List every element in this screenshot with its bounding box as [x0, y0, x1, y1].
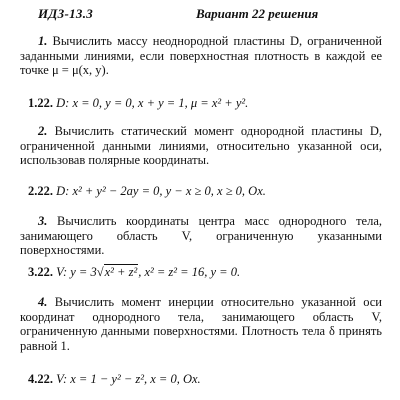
task-1-text: Вычислить массу неоднородной пластины D, ограниченной заданными линиями, если поверхностная плотность в каждой ее точке μ = μ(x, y).: [20, 34, 382, 77]
page-header: [0, 6, 400, 22]
task-4-text: Вычислить момент инерции относительно указанной оси координат однородного тела, занимающего область V, ограниченную данными поверхностями. Плотность тела δ принять равной 1.: [20, 295, 382, 353]
task-3-formula-post: , x² = z² = 16, y = 0.: [138, 265, 241, 279]
task-3-statement: [20, 214, 382, 258]
task-4-formula-number: 4.22.: [28, 372, 53, 386]
sqrt-sign-icon: √: [96, 265, 104, 279]
task-3-formula-radicand: x² + z²: [104, 265, 138, 279]
task-1-number: 1.: [38, 34, 48, 48]
task-3-number: 3.: [38, 214, 48, 228]
task-1-formula-text: D: x = 0, y = 0, x + y = 1, μ = x² + y².: [56, 96, 249, 110]
task-2-formula-text: D: x² + y² − 2ay = 0, y − x ≥ 0, x ≥ 0, Ox.: [56, 184, 266, 198]
task-2-statement: [20, 124, 382, 168]
task-2-formula-number: 2.22.: [28, 184, 53, 198]
task-1-statement: [20, 34, 382, 78]
variant-title: Вариант 22 решения: [196, 6, 319, 21]
task-3-formula: [28, 265, 240, 280]
task-1-formula: [28, 96, 248, 111]
assignment-code: ИДЗ-13.3: [38, 6, 94, 21]
task-3-text: Вычислить координаты центра масс однородного тела, занимающего область V, ограниченную указанными поверхностями.: [20, 214, 382, 257]
task-2-text: Вычислить статический момент однородной пластины D, ограниченной данными линиями, относительно указанной оси, использовав полярные координаты.: [20, 124, 382, 167]
task-1-formula-number: 1.22.: [28, 96, 53, 110]
task-2-number: 2.: [38, 124, 48, 138]
task-4-number: 4.: [38, 295, 48, 309]
task-4-formula: [28, 372, 201, 387]
task-2-formula: [28, 184, 266, 199]
task-3-formula-number: 3.22.: [28, 265, 53, 279]
task-4-statement: [20, 295, 382, 353]
task-4-formula-text: V: x = 1 − y² − z², x = 0, Ox.: [56, 372, 201, 386]
task-3-formula-pre: V: y = 3: [56, 265, 97, 279]
